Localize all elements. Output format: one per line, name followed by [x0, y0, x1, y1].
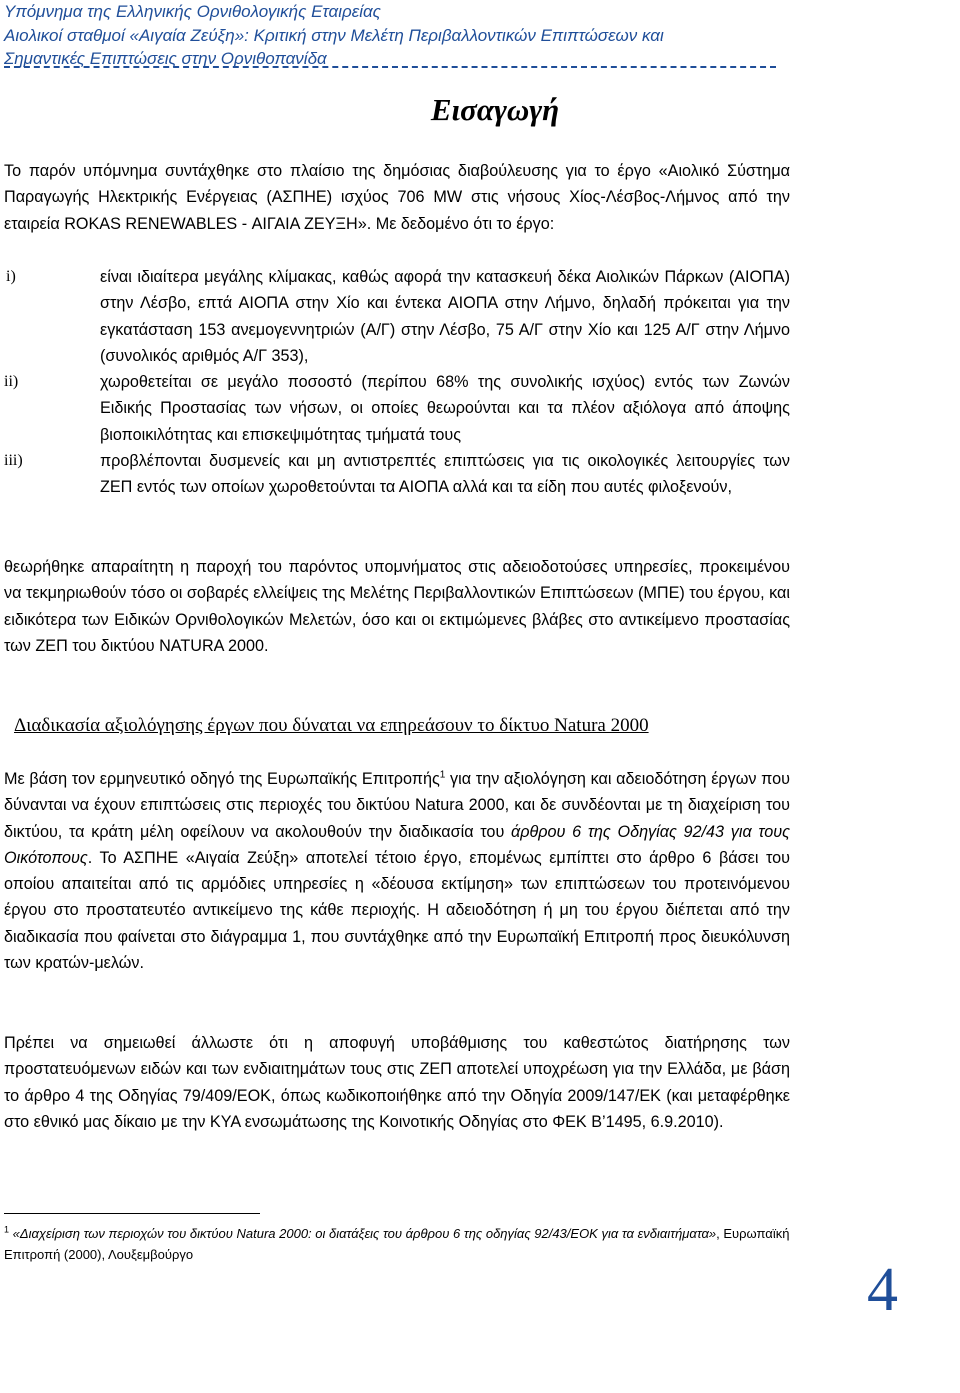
- page-number: 4: [867, 1256, 898, 1324]
- intro-paragraph: Το παρόν υπόμνημα συντάχθηκε στο πλαίσιο της δημόσιας διαβούλευσης για το έργο «Αιολικό Σύστημα Παραγωγής Ηλεκτρικής Ενέργειας (ΑΣΠΗΕ) ισχύος 706 MW στις νήσους Χίος-Λέσβος-Λήμνος από την εταιρεία ROKAS RENEWABLES - ΑΙΓΑΙΑ ΖΕΥΞΗ». Με δεδομένο ότι το έργο:: [4, 162, 790, 233]
- footnote-number: 1: [4, 1224, 10, 1235]
- footnote-title: «Διαχείριση των περιοχών του δικτύου Natura 2000: οι διατάξεις του άρθρου 6 της οδηγίας 92/43/ΕΟΚ για τα ενδιαιτήματα»: [12, 1226, 717, 1241]
- list-marker: iii): [4, 452, 23, 470]
- footnote-source: , Ευρωπαϊκή Επιτροπή (2000), Λουξεμβούργο: [4, 1226, 790, 1262]
- list-marker: ii): [4, 373, 19, 391]
- list-item-text: είναι ιδιαίτερα μεγάλης κλίμακας, καθώς αφορά την κατασκευή δέκα Αιολικών Πάρκων (ΑΙΟΠΑ) στην Λέσβο, επτά ΑΙΟΠΑ στην Χίο και έντεκα ΑΙΟΠΑ στην Λήμνο, δηλαδή πρόκειται για την εγκατάσταση 153 ανεμογεννητριών (Α/Γ) στην Λέσβο, 75 Α/Γ στην Χίο και 125 Α/Γ στην Λήμνο (συνολικός αριθμός Α/Γ 353),: [100, 268, 790, 365]
- subsection-heading: Διαδικασία αξιολόγησης έργων που δύναται να επηρεάσουν το δίκτυο Natura 2000: [14, 715, 649, 736]
- criteria-list: [4, 264, 790, 501]
- list-item-text: προβλέπονται δυσμενείς και μη αντιστρεπτές επιπτώσεις για τις οικολογικές λειτουργίες των ΖΕΠ εντός των οποίων χωροθετούνται τα ΑΙΟΠΑ αλλά και τα είδη που αυτές φιλοξενούν,: [100, 452, 790, 497]
- section-title-text: Εισαγωγή: [430, 92, 560, 127]
- list-marker: i): [6, 268, 16, 285]
- list-item-text: χωροθετείται σε μεγάλο ποσοστό (περίπου 68% της συνολικής ισχύος) εντός των Ζωνών Ειδικής Προστασίας των νήσων, οι οποίες θεωρούνται και τα πλέον αξιόλογα από άποψης βιοποικιλότητας και επισκεψιμότητας τμήματά τους: [100, 373, 790, 444]
- section-title: [0, 90, 800, 130]
- list-item: [4, 264, 790, 369]
- header-line-1: Υπόμνημα της Ελληνικής Ορνιθολογικής Εταιρείας: [4, 2, 381, 21]
- assessment-text-b: για την αξιολόγηση και αδειοδότηση έργων που δύνανται να έχουν επιπτώσεις στις περιοχές του δικτύου Natura 2000, και δε συνδέονται με τη διαχείριση του δικτύου, τα κράτη μέλη οφείλουν να ακολουθούν την διαδικασία του: [4, 770, 790, 841]
- assessment-text-a: Με βάση τον ερμηνευτικό οδηγό της Ευρωπαϊκής Επιτροπής: [4, 770, 440, 788]
- assessment-text-c: . Το ΑΣΠΗΕ «Αιγαία Ζεύξη» αποτελεί τέτοιο έργο, επομένως εμπίπτει στο άρθρο 6 βάσει του οποίου απαιτείται από τις αρμόδιες υπηρεσίες η «δέουσα εκτίμηση» των επιπτώσεων του προτεινόμενου έργου στο προστατευτέο αντικείμενο της κάθε περιοχής. Η αδειοδότηση ή μη του έργου διέπεται από την διαδικασία που φαίνεται στο διάγραμμα 1, που συντάχθηκε από την Ευρωπαϊκή Επιτροπή προς διευκόλυνση των κρατών-μελών.: [4, 848, 790, 973]
- footnote-divider: [4, 1213, 260, 1214]
- list-item: [4, 369, 790, 448]
- header-dashed-divider: [4, 66, 776, 68]
- assessment-italic-article: άρθρου 6 της Οδηγίας 92/43 για τους Οικότοπους: [4, 822, 790, 867]
- footnote-reference[interactable]: 1: [439, 769, 446, 781]
- obligation-paragraph: Πρέπει να σημειωθεί άλλωστε ότι η αποφυγή υποβάθμισης του καθεστώτος διατήρησης των προστατευόμενων ειδών και των ενδιαιτημάτων τους στις ΖΕΠ αποτελεί υποχρέωση για την Ελλάδα, με βάση το άρθρο 4 της Οδηγίας 79/409/ΕΟΚ, όπως κωδικοποιήθηκε από την Οδηγία 2009/147/ΕΚ (και μεταφέρθηκε στο εθνικό μας δίκαιο με την ΚΥΑ ενσωμάτωσης της Κοινοτικής Οδηγίας στο ΦΕΚ Β’1495, 6.9.2010).: [4, 1034, 790, 1131]
- header-line-2: Αιολικοί σταθμοί «Αιγαία Ζεύξη»: Κριτική στην Μελέτη Περιβαλλοντικών Επιπτώσεων και: [4, 25, 664, 45]
- assessment-paragraph: [4, 766, 790, 976]
- footnote: [4, 1223, 790, 1265]
- running-header: [4, 0, 954, 71]
- conclusion-paragraph: θεωρήθηκε απαραίτητη η παροχή του παρόντος υπομνήματος στις αδειοδοτούσες υπηρεσίες, προκειμένου να τεκμηριωθούν τόσο οι σοβαρές ελλείψεις της Μελέτης Περιβαλλοντικών Επιπτώσεων (ΜΠΕ) του έργου, και ειδικότερα των Ειδικών Ορνιθολογικών Μελετών, όσο και οι εκτιμώμενες βλάβες στο αντικείμενο προστασίας των ΖΕΠ του δικτύου NATURA 2000.: [4, 558, 791, 655]
- header-line-3: Σημαντικές Επιπτώσεις στην Ορνιθοπανίδα: [4, 49, 327, 68]
- list-item: [4, 448, 790, 501]
